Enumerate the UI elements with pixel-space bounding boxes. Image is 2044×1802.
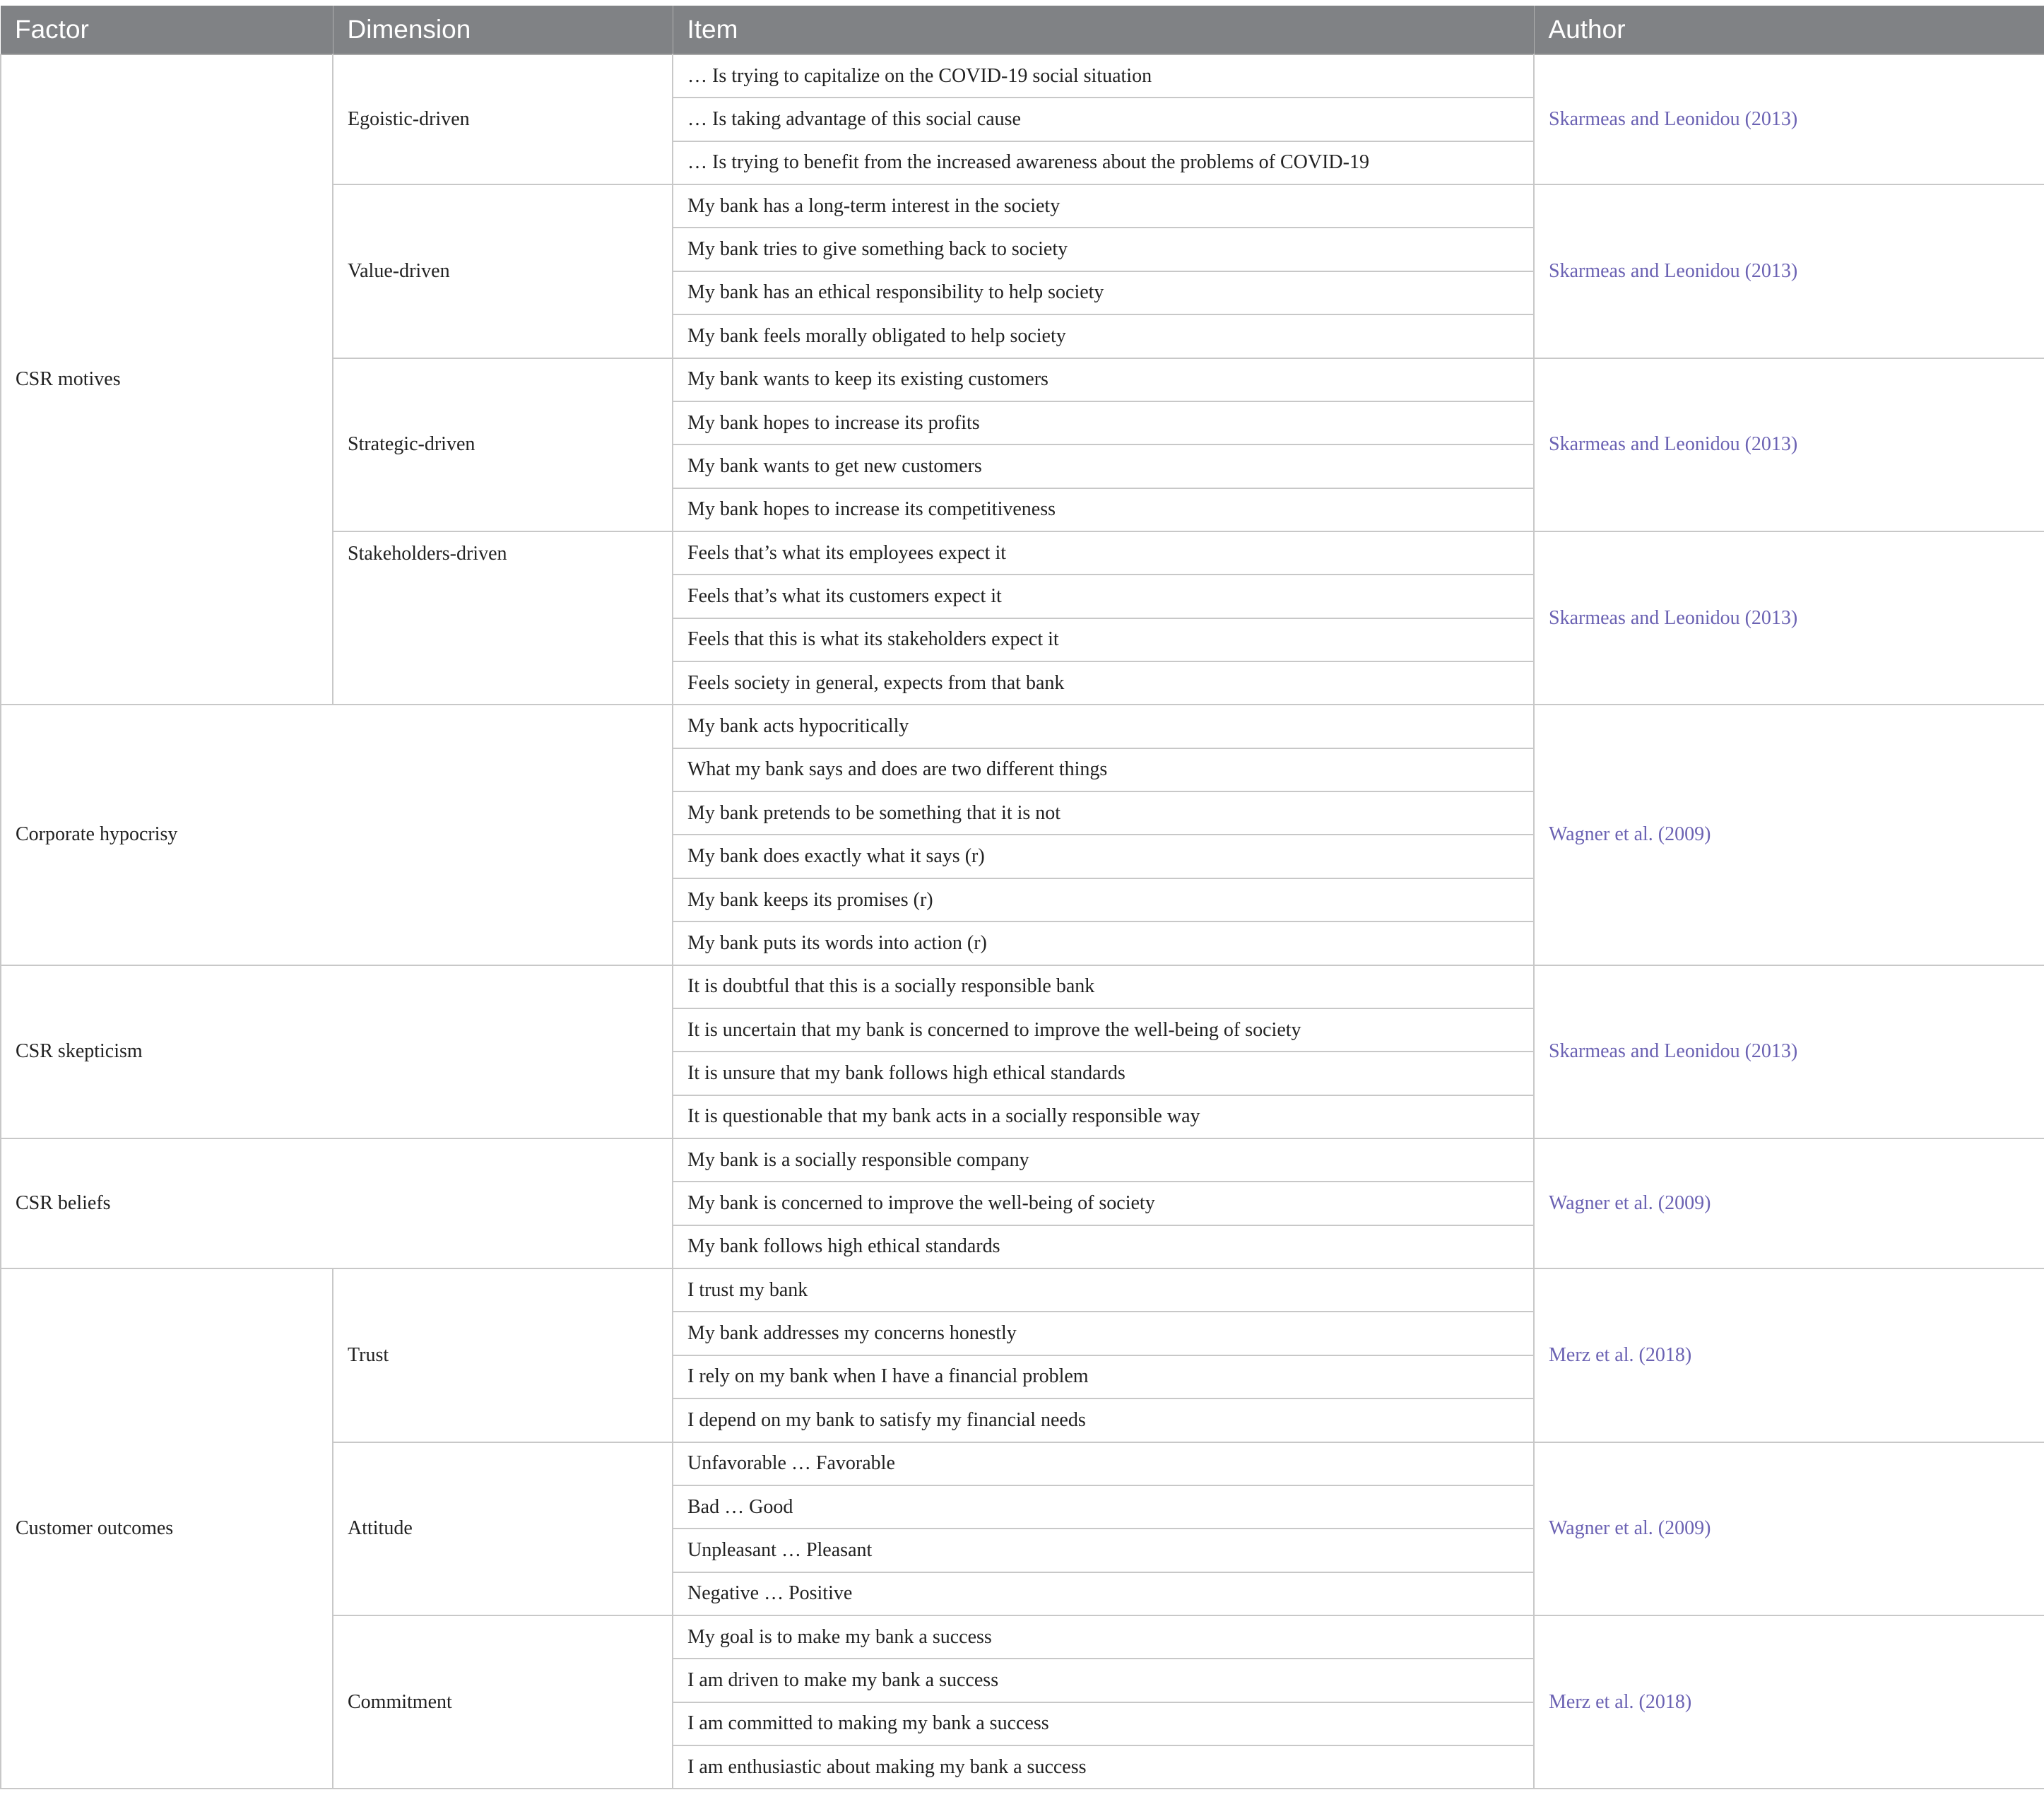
- dimension-cell: Attitude: [333, 1442, 673, 1615]
- item-cell: My bank tries to give something back to society: [673, 228, 1534, 271]
- dimension-cell: Commitment: [333, 1615, 673, 1789]
- factor-cell: Corporate hypocrisy: [1, 705, 673, 965]
- item-cell: It is uncertain that my bank is concerned to improve the well-being of society: [673, 1008, 1534, 1052]
- item-cell: My bank is a socially responsible company: [673, 1138, 1534, 1182]
- item-cell: My bank is concerned to improve the well-being of society: [673, 1182, 1534, 1225]
- author-link[interactable]: Skarmeas and Leonidou (2013): [1534, 531, 2044, 705]
- table-row: [1, 1268, 2044, 1312]
- author-link[interactable]: Skarmeas and Leonidou (2013): [1534, 184, 2044, 358]
- item-cell: My bank feels morally obligated to help society: [673, 314, 1534, 358]
- item-cell: My bank does exactly what it says (r): [673, 835, 1534, 878]
- item-cell: My bank has a long-term interest in the society: [673, 184, 1534, 228]
- item-cell: Feels that’s what its customers expect it: [673, 575, 1534, 618]
- measures-table: [0, 6, 2044, 1789]
- table-body: [1, 54, 2044, 1789]
- author-link[interactable]: Skarmeas and Leonidou (2013): [1534, 54, 2044, 184]
- item-cell: My bank pretends to be something that it is not: [673, 791, 1534, 835]
- item-cell: My bank wants to keep its existing customers: [673, 358, 1534, 401]
- item-cell: Unfavorable … Favorable: [673, 1442, 1534, 1485]
- item-cell: It is questionable that my bank acts in a socially responsible way: [673, 1095, 1534, 1138]
- item-cell: What my bank says and does are two different things: [673, 748, 1534, 791]
- table-row: [1, 54, 2044, 98]
- header-item: Item: [673, 6, 1534, 54]
- factor-cell: CSR beliefs: [1, 1138, 673, 1268]
- item-cell: I rely on my bank when I have a financial problem: [673, 1355, 1534, 1398]
- item-cell: Feels that’s what its employees expect it: [673, 531, 1534, 575]
- item-cell: My bank follows high ethical standards: [673, 1225, 1534, 1268]
- header-row: [1, 6, 2044, 54]
- author-link[interactable]: Skarmeas and Leonidou (2013): [1534, 965, 2044, 1138]
- factor-cell: CSR skepticism: [1, 965, 673, 1138]
- factor-cell: Customer outcomes: [1, 1268, 333, 1789]
- item-cell: My goal is to make my bank a success: [673, 1615, 1534, 1659]
- author-link[interactable]: Merz et al. (2018): [1534, 1268, 2044, 1442]
- item-cell: My bank keeps its promises (r): [673, 878, 1534, 921]
- item-cell: My bank hopes to increase its competitiveness: [673, 488, 1534, 531]
- header-author: Author: [1534, 6, 2044, 54]
- item-cell: I am enthusiastic about making my bank a success: [673, 1745, 1534, 1789]
- table-header: [1, 6, 2044, 54]
- item-cell: My bank has an ethical responsibility to help society: [673, 271, 1534, 314]
- table-row: [1, 705, 2044, 748]
- dimension-cell: Stakeholders-driven: [333, 531, 673, 705]
- item-cell: It is unsure that my bank follows high ethical standards: [673, 1052, 1534, 1095]
- item-cell: Feels that this is what its stakeholders expect it: [673, 618, 1534, 661]
- item-cell: I am driven to make my bank a success: [673, 1659, 1534, 1702]
- author-link[interactable]: Merz et al. (2018): [1534, 1615, 2044, 1789]
- dimension-cell: Egoistic-driven: [333, 54, 673, 184]
- item-cell: Unpleasant … Pleasant: [673, 1529, 1534, 1572]
- dimension-cell: Value-driven: [333, 184, 673, 358]
- author-link[interactable]: Wagner et al. (2009): [1534, 1138, 2044, 1268]
- item-cell: … Is trying to capitalize on the COVID-19 social situation: [673, 54, 1534, 98]
- dimension-cell: Trust: [333, 1268, 673, 1442]
- item-cell: My bank wants to get new customers: [673, 444, 1534, 488]
- factor-cell: CSR motives: [1, 54, 333, 705]
- item-cell: I depend on my bank to satisfy my financial needs: [673, 1398, 1534, 1442]
- item-cell: Negative … Positive: [673, 1572, 1534, 1615]
- item-cell: It is doubtful that this is a socially responsible bank: [673, 965, 1534, 1008]
- header-factor: Factor: [1, 6, 333, 54]
- item-cell: … Is taking advantage of this social cause: [673, 98, 1534, 141]
- item-cell: My bank addresses my concerns honestly: [673, 1312, 1534, 1355]
- author-link[interactable]: Wagner et al. (2009): [1534, 705, 2044, 965]
- item-cell: My bank acts hypocritically: [673, 705, 1534, 748]
- item-cell: My bank hopes to increase its profits: [673, 401, 1534, 444]
- author-link[interactable]: Wagner et al. (2009): [1534, 1442, 2044, 1615]
- table-row: [1, 1138, 2044, 1182]
- item-cell: My bank puts its words into action (r): [673, 921, 1534, 965]
- item-cell: I am committed to making my bank a success: [673, 1702, 1534, 1745]
- table-row: [1, 965, 2044, 1008]
- item-cell: Bad … Good: [673, 1485, 1534, 1529]
- item-cell: Feels society in general, expects from that bank: [673, 661, 1534, 705]
- dimension-cell: Strategic-driven: [333, 358, 673, 531]
- item-cell: I trust my bank: [673, 1268, 1534, 1312]
- author-link[interactable]: Skarmeas and Leonidou (2013): [1534, 358, 2044, 531]
- header-dimension: Dimension: [333, 6, 673, 54]
- item-cell: … Is trying to benefit from the increased awareness about the problems of COVID-19: [673, 141, 1534, 184]
